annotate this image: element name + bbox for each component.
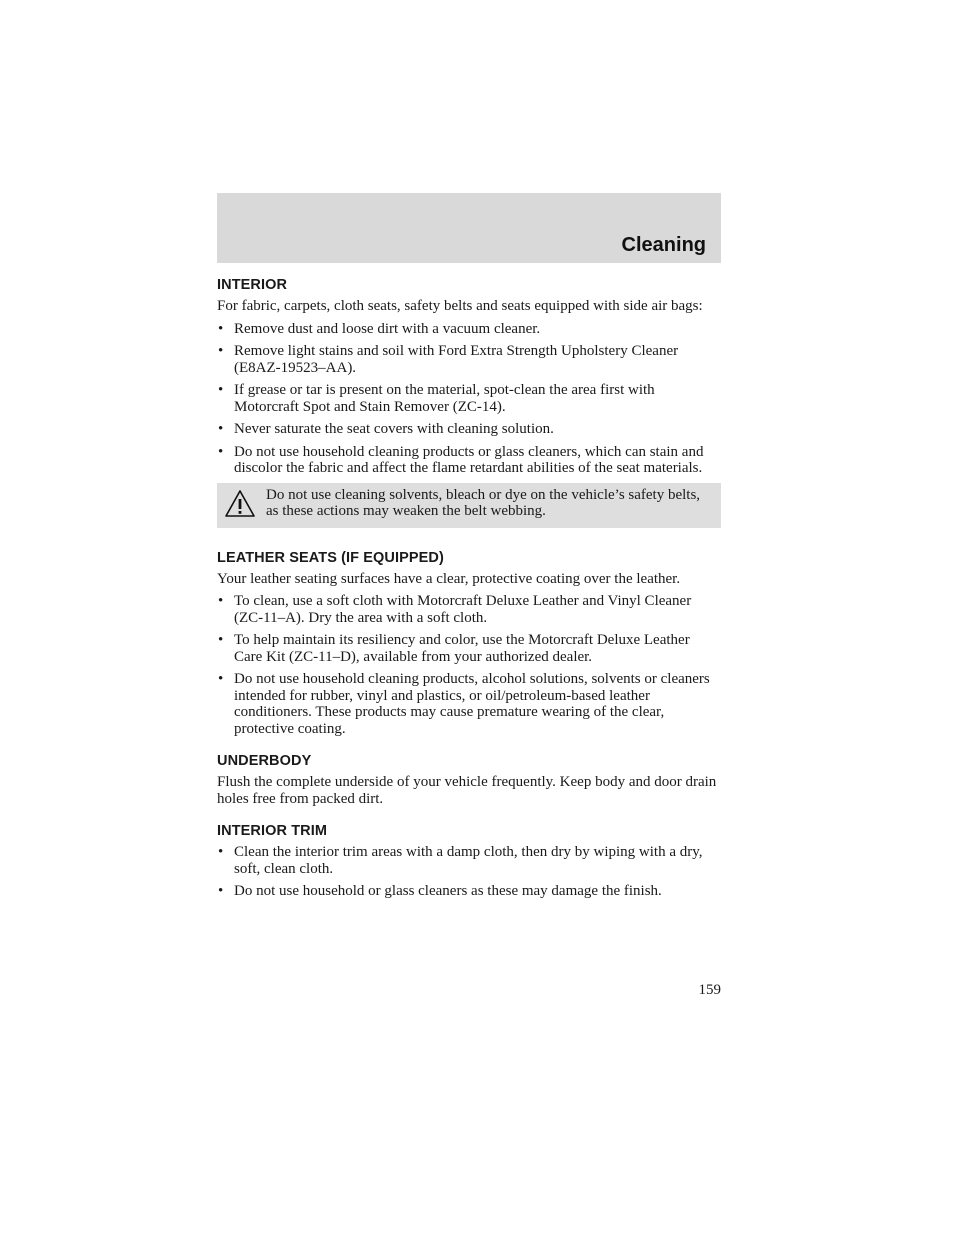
section-heading-interior: INTERIOR <box>217 277 288 293</box>
list-item-text: Do not use household cleaning products, alcohol solutions, solvents or cleaners intended for rubber, vinyl and plastics, or oil/petroleum-based leather conditioners. These products may cause premature wearing of the clear, protective coating. <box>234 671 710 737</box>
bullet-glyph: • <box>218 382 224 398</box>
list-item-text: To help maintain its resiliency and color, use the Motorcraft Deluxe Leather Care Kit (ZC-11–D), available from your authorized dealer. <box>234 632 690 665</box>
bullet-glyph: • <box>218 343 224 359</box>
interior-trim-bullet-list <box>217 844 721 900</box>
list-item <box>217 382 721 415</box>
chapter-title: Cleaning <box>621 234 706 256</box>
section-interior-trim <box>217 823 721 900</box>
page-content <box>217 277 721 906</box>
underbody-text: Flush the complete underside of your vehicle frequently. Keep body and door drain holes free from packed dirt. <box>217 774 717 807</box>
list-item <box>217 343 721 376</box>
bullet-glyph: • <box>218 671 224 687</box>
list-item <box>217 593 721 626</box>
list-item-text: Do not use household or glass cleaners as these may damage the finish. <box>234 883 662 899</box>
interior-bullet-list <box>217 321 721 477</box>
list-item <box>217 632 721 665</box>
list-item-text: If grease or tar is present on the material, spot-clean the area first with Motorcraft Spot and Stain Remover (ZC-14). <box>234 382 655 415</box>
bullet-glyph: • <box>218 632 224 648</box>
list-item <box>217 421 721 438</box>
list-item <box>217 844 721 877</box>
leather-intro: Your leather seating surfaces have a clear, protective coating over the leather. <box>217 570 681 587</box>
section-interior <box>217 277 721 528</box>
leather-bullet-list <box>217 593 721 737</box>
list-item <box>217 883 721 900</box>
list-item-text: Remove light stains and soil with Ford Extra Strength Upholstery Cleaner (E8AZ-19523–AA). <box>234 343 679 376</box>
list-item-text: Remove dust and loose dirt with a vacuum cleaner. <box>234 320 541 337</box>
section-heading-leather-seats: LEATHER SEATS (IF EQUIPPED) <box>217 549 444 566</box>
section-heading-underbody: UNDERBODY <box>217 753 312 769</box>
bullet-glyph: • <box>218 593 224 609</box>
list-item-text: Do not use household cleaning products or glass cleaners, which can stain and discolor the fabric and affect the flame retardant abilities of the seat materials. <box>234 443 704 476</box>
bullet-glyph: • <box>218 421 224 437</box>
list-item <box>217 321 721 338</box>
list-item <box>217 444 721 477</box>
bullet-glyph: • <box>218 443 224 460</box>
list-item-text: Clean the interior trim areas with a damp cloth, then dry by wiping with a dry, soft, clean cloth. <box>234 844 703 877</box>
warning-box <box>217 483 721 528</box>
section-underbody <box>217 753 721 807</box>
bullet-glyph: • <box>218 320 224 337</box>
chapter-header-band <box>217 193 721 263</box>
list-item-text: Never saturate the seat covers with cleaning solution. <box>234 421 554 437</box>
page-number: 159 <box>698 982 721 998</box>
warning-text: Do not use cleaning solvents, bleach or dye on the vehicle’s safety belts, as these actions may weaken the belt webbing. <box>266 486 701 519</box>
list-item-text: To clean, use a soft cloth with Motorcraft Deluxe Leather and Vinyl Cleaner (ZC-11–A). Dry the area with a soft cloth. <box>234 593 692 626</box>
section-heading-interior-trim: INTERIOR TRIM <box>217 823 328 839</box>
bullet-glyph: • <box>218 844 224 860</box>
bullet-glyph: • <box>218 883 224 899</box>
warning-triangle-icon <box>224 489 256 519</box>
section-leather-seats <box>217 550 721 738</box>
interior-intro: For fabric, carpets, cloth seats, safety belts and seats equipped with side air bags: <box>217 298 703 314</box>
list-item <box>217 671 721 737</box>
